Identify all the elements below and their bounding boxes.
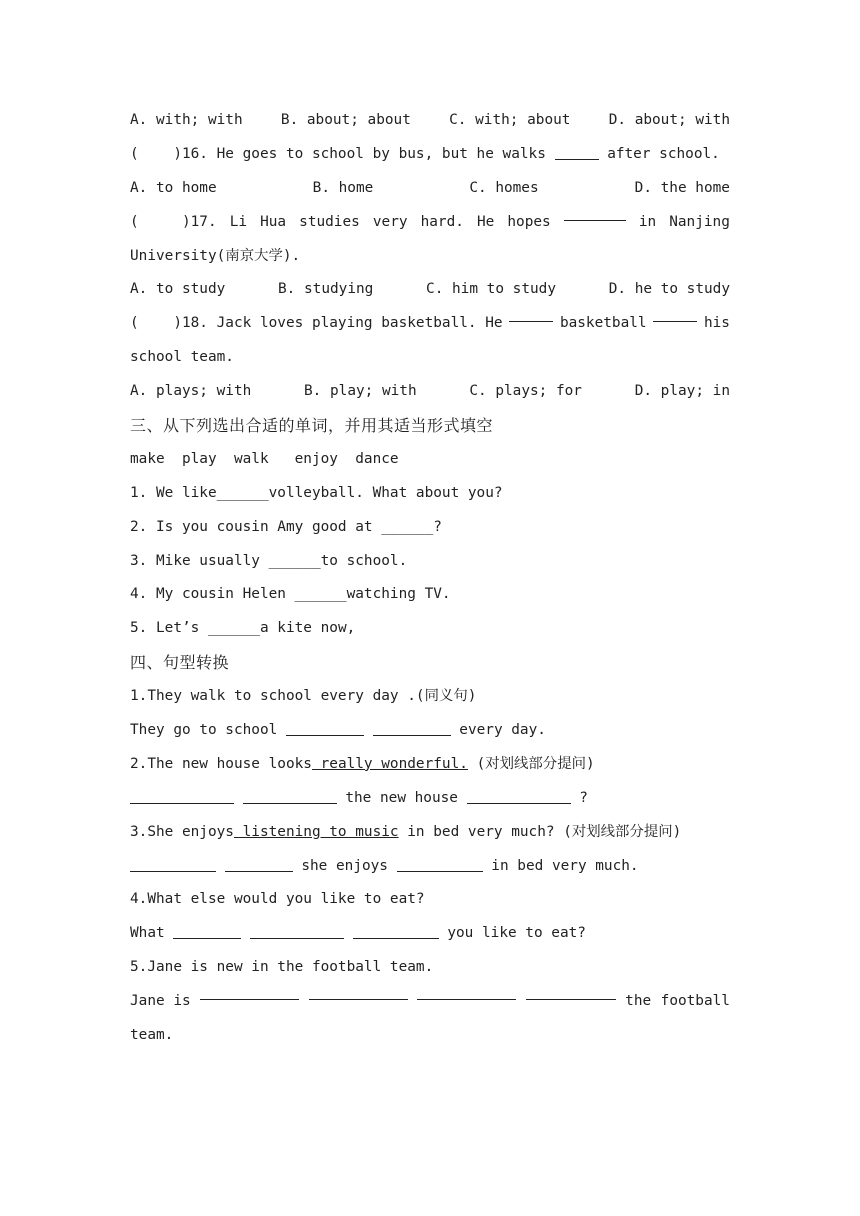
q18-stem-line2: school team. bbox=[130, 349, 234, 366]
q17-stem: ( )17. Li Hua studies very hard. He hopes in Nanjing bbox=[130, 206, 730, 240]
fill-item: 5. Let’s ______a kite now, bbox=[130, 620, 356, 637]
q17-stem-line2: University(南京大学). bbox=[130, 247, 301, 264]
section3-heading: 三、从下列选出合适的单词，并用其适当形式填空 bbox=[130, 416, 494, 436]
transform-answer-1: They go to school every day. bbox=[130, 722, 546, 739]
underlined-part: listening to music bbox=[233, 823, 399, 840]
q16-options bbox=[130, 172, 730, 206]
answer-blank bbox=[653, 307, 697, 322]
fill-item: 1. We like______volleyball. What about you? bbox=[130, 484, 503, 501]
answer-blank bbox=[130, 857, 216, 872]
answer-blank bbox=[309, 985, 408, 1000]
transform-question-5: 5.Jane is new in the football team. bbox=[130, 959, 434, 976]
q15-options bbox=[130, 104, 730, 138]
option-c: C. him to study bbox=[426, 281, 556, 298]
answer-blank bbox=[200, 985, 299, 1000]
q18-options bbox=[130, 375, 730, 409]
answer-blank bbox=[250, 924, 344, 939]
option-a: A. to home bbox=[130, 179, 217, 196]
option-b: B. about; about bbox=[280, 112, 411, 128]
answer-blank bbox=[353, 924, 439, 939]
answer-blank bbox=[397, 857, 483, 872]
transform-answer-2: the new house ? bbox=[130, 782, 730, 816]
answer-blank bbox=[373, 721, 451, 736]
answer-blank bbox=[243, 789, 337, 804]
transform-question-1: 1.They walk to school every day .(同义句) bbox=[130, 688, 477, 705]
fill-item: 4. My cousin Helen ______watching TV. bbox=[130, 586, 451, 603]
answer-blank bbox=[509, 307, 553, 322]
answer-blank bbox=[417, 985, 516, 1000]
option-a: A. to study bbox=[130, 281, 226, 298]
fill-item: 3. Mike usually ______to school. bbox=[130, 552, 408, 569]
fill-item: 2. Is you cousin Amy good at ______? bbox=[130, 518, 442, 535]
option-b: B. play; with bbox=[304, 383, 417, 400]
option-b: B. studying bbox=[278, 281, 374, 298]
answer-blank bbox=[225, 857, 293, 872]
answer-blank bbox=[467, 789, 571, 804]
option-d: D. about; with bbox=[608, 112, 730, 128]
option-d: D. the home bbox=[634, 179, 730, 196]
q17-options bbox=[130, 273, 730, 307]
transform-question-4: 4.What else would you like to eat? bbox=[130, 891, 425, 908]
option-a: A. plays; with bbox=[130, 383, 252, 400]
option-c: C. with; about bbox=[449, 112, 571, 128]
option-c: C. plays; for bbox=[469, 383, 582, 400]
transform-answer-3: she enjoys in bed very much. bbox=[130, 850, 730, 884]
option-c: C. homes bbox=[469, 179, 539, 196]
transform-answer-4: What you like to eat? bbox=[130, 925, 586, 942]
answer-blank bbox=[173, 924, 241, 939]
transform-answer-5: Jane is the football bbox=[130, 985, 730, 1019]
answer-blank bbox=[564, 206, 626, 221]
transform-question-3: 3.She enjoys listening to music in bed very much? (对划线部分提问) bbox=[130, 823, 682, 840]
worksheet-page bbox=[130, 104, 730, 1053]
transform-question-2: 2.The new house looks really wonderful. (对划线部分提问) bbox=[130, 755, 595, 772]
section4-heading: 四、句型转换 bbox=[130, 653, 230, 673]
answer-blank bbox=[286, 721, 364, 736]
answer-blank bbox=[526, 985, 616, 1000]
underlined-part: really wonderful. bbox=[311, 755, 468, 772]
transform-answer-5-line2: team. bbox=[130, 1027, 174, 1044]
q18-stem: ( )18. Jack loves playing basketball. He basketball his bbox=[130, 307, 730, 341]
option-d: D. he to study bbox=[608, 281, 730, 298]
option-d: D. play; in bbox=[634, 383, 730, 400]
option-a: A. with; with bbox=[130, 112, 243, 128]
word-bank: make play walk enjoy dance bbox=[130, 450, 399, 467]
option-b: B. home bbox=[312, 179, 374, 196]
answer-blank bbox=[130, 789, 234, 804]
q16-stem: ( )16. He goes to school by bus, but he walks after school. bbox=[130, 145, 720, 162]
answer-blank bbox=[555, 145, 599, 160]
